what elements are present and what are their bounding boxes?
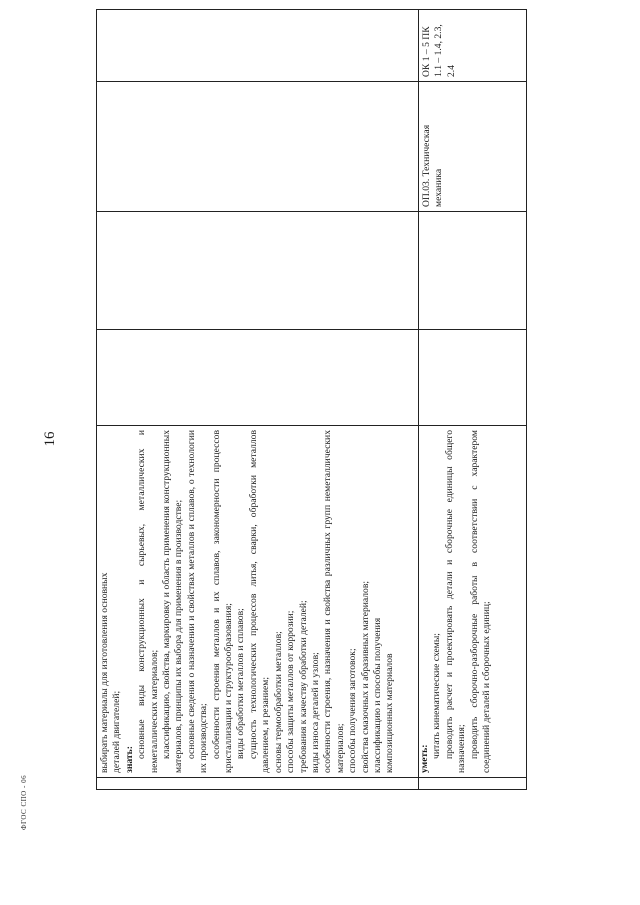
hours-cell [97,212,419,330]
requirements-cell-upper [97,426,419,778]
requirement-line: особенности строения металлов и их сплавов, закономерности процессов кристаллизации и структурообразования; [210,430,235,773]
index-cell [419,778,527,790]
requirement-line: читать кинематические схемы; [431,633,443,759]
requirement-line: виды износа деталей и узлов; [309,652,321,773]
requirement-line: основные виды конструкционных и сырьевых, металлических и неметаллических материалов; [136,430,160,773]
requirement-line: классификацию, свойства, маркировку и область применения конструкционных материалов, принципы их выбора для применения в производстве; [161,430,185,773]
requirement-line: свойства смазочных и абразивных материалов; [359,580,371,773]
max-load-cell [97,330,419,426]
requirement-line: виды обработки металлов и сплавов; [235,608,247,759]
footer-standard-code: ФГОС СПО - 06 [20,774,28,830]
requirement-line: деталей двигателей; [111,690,123,773]
competencies-cell: ОК 1 – 5 ПК 1.1 – 1.4, 2.3, 2.4 [419,10,527,82]
requirement-line: композиционных материалов [384,653,396,773]
requirement-line: способы получения заготовок; [347,648,359,773]
hours-cell [419,212,527,330]
requirement-line: выбирать материалы для изготовления основных [99,572,110,773]
competencies-cell-upper [97,10,419,82]
discipline-cell-upper [97,82,419,212]
requirement-line: сущность технологических процессов литья, сварки, обработки металлов давлением, и резанием; [247,430,272,773]
discipline-cell: ОП.03. Техническая механика [419,82,527,212]
curriculum-table [96,10,526,790]
requirements-cell-lower [419,426,527,778]
requirement-line: требования к качеству обработки деталей; [297,600,309,773]
index-cell [97,778,419,790]
requirement-line: проводить расчет и проектировать детали и сборочные единицы общего назначения; [443,430,468,773]
requirement-line: особенности строения, назначения и свойства различных групп неметаллических материалов; [322,430,346,773]
section-heading: уметь: [419,744,430,773]
requirement-line: классификацию и способы получения [371,617,383,773]
requirement-line: основные сведения о назначении и свойствах металлов и сплавов, о технологии их производства; [185,430,210,773]
section-heading: знать: [123,746,135,773]
requirement-line: проводить сборочно-разборочные работы в соответствии с характером соединений деталей и сборочных единиц; [468,430,493,773]
page-number: 16 [42,431,58,447]
requirement-line: способы защиты металлов от коррозии; [285,610,297,773]
requirement-line: основы термообработки металлов; [272,631,284,773]
max-load-cell [419,330,527,426]
